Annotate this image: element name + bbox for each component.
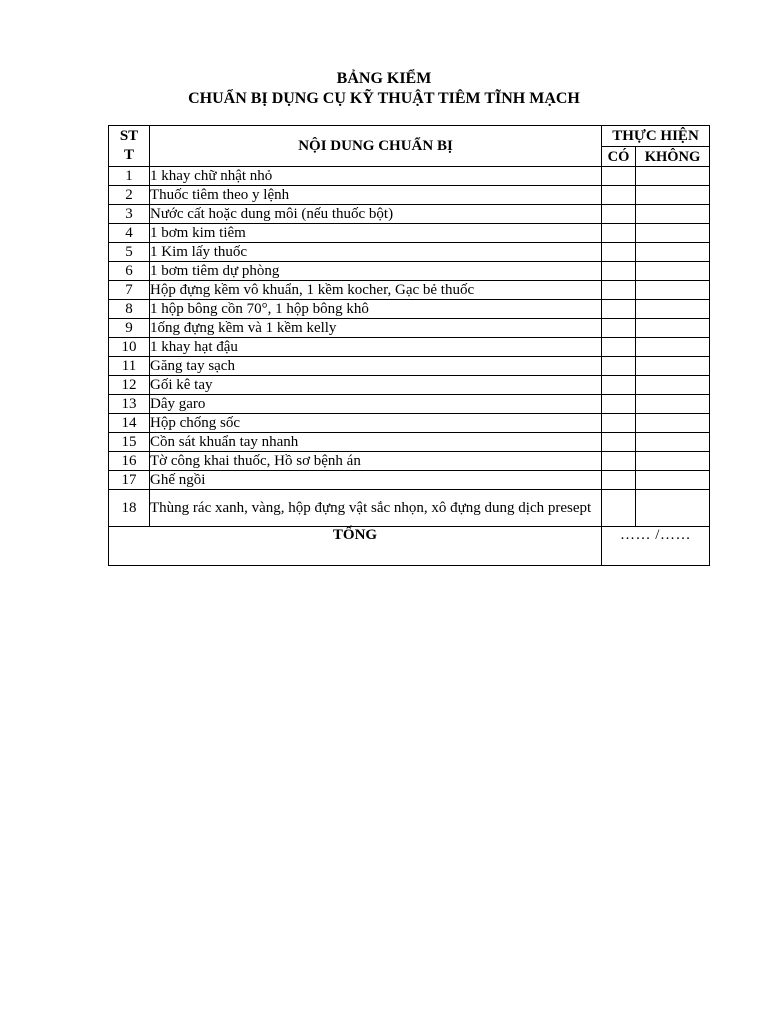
row-content: Găng tay sạch xyxy=(150,357,602,376)
row-number: 4 xyxy=(109,224,150,243)
table-row xyxy=(109,167,710,186)
header-perform: THỰC HIỆN xyxy=(602,126,710,147)
yes-checkbox-cell[interactable] xyxy=(602,433,636,452)
header-yes: CÓ xyxy=(602,147,636,167)
row-content: 1ống đựng kềm và 1 kềm kelly xyxy=(150,319,602,338)
yes-checkbox-cell[interactable] xyxy=(602,319,636,338)
row-number: 14 xyxy=(109,414,150,433)
no-checkbox-cell[interactable] xyxy=(636,167,710,186)
table-row xyxy=(109,376,710,395)
no-checkbox-cell[interactable] xyxy=(636,414,710,433)
row-number: 13 xyxy=(109,395,150,414)
row-content: 1 hộp bông cồn 70°, 1 hộp bông khô xyxy=(150,300,602,319)
header-content: NỘI DUNG CHUẨN BỊ xyxy=(150,126,602,167)
yes-checkbox-cell[interactable] xyxy=(602,262,636,281)
yes-checkbox-cell[interactable] xyxy=(602,205,636,224)
no-checkbox-cell[interactable] xyxy=(636,338,710,357)
yes-checkbox-cell[interactable] xyxy=(602,471,636,490)
no-checkbox-cell[interactable] xyxy=(636,357,710,376)
yes-checkbox-cell[interactable] xyxy=(602,167,636,186)
table-row xyxy=(109,452,710,471)
row-content: Gối kê tay xyxy=(150,376,602,395)
row-content: Tờ công khai thuốc, Hồ sơ bệnh án xyxy=(150,452,602,471)
row-content: Thuốc tiêm theo y lệnh xyxy=(150,186,602,205)
row-number: 15 xyxy=(109,433,150,452)
no-checkbox-cell[interactable] xyxy=(636,205,710,224)
row-content: Cồn sát khuẩn tay nhanh xyxy=(150,433,602,452)
table-row xyxy=(109,433,710,452)
yes-checkbox-cell[interactable] xyxy=(602,452,636,471)
no-checkbox-cell[interactable] xyxy=(636,452,710,471)
row-number: 1 xyxy=(109,167,150,186)
total-row xyxy=(109,527,710,566)
header-stt-line2: T xyxy=(123,147,134,163)
row-content: Nước cất hoặc dung môi (nếu thuốc bột) xyxy=(150,205,602,224)
no-checkbox-cell[interactable] xyxy=(636,300,710,319)
row-number: 8 xyxy=(109,300,150,319)
no-checkbox-cell[interactable] xyxy=(636,243,710,262)
table-row xyxy=(109,395,710,414)
row-number: 10 xyxy=(109,338,150,357)
yes-checkbox-cell[interactable] xyxy=(602,490,636,527)
no-checkbox-cell[interactable] xyxy=(636,471,710,490)
yes-checkbox-cell[interactable] xyxy=(602,395,636,414)
row-number: 7 xyxy=(109,281,150,300)
yes-checkbox-cell[interactable] xyxy=(602,414,636,433)
table-row xyxy=(109,224,710,243)
no-checkbox-cell[interactable] xyxy=(636,433,710,452)
checklist-table xyxy=(108,125,710,566)
table-row xyxy=(109,471,710,490)
yes-checkbox-cell[interactable] xyxy=(602,376,636,395)
no-checkbox-cell[interactable] xyxy=(636,490,710,527)
table-row xyxy=(109,490,710,527)
no-checkbox-cell[interactable] xyxy=(636,281,710,300)
row-content: Dây garo xyxy=(150,395,602,414)
row-number: 11 xyxy=(109,357,150,376)
row-number: 18 xyxy=(109,490,150,527)
yes-checkbox-cell[interactable] xyxy=(602,281,636,300)
yes-checkbox-cell[interactable] xyxy=(602,186,636,205)
table-row xyxy=(109,338,710,357)
row-number: 16 xyxy=(109,452,150,471)
yes-checkbox-cell[interactable] xyxy=(602,338,636,357)
no-checkbox-cell[interactable] xyxy=(636,319,710,338)
row-content: 1 bơm tiêm dự phòng xyxy=(150,262,602,281)
header-stt-line1: ST xyxy=(119,128,139,144)
row-number: 6 xyxy=(109,262,150,281)
header-stt xyxy=(109,126,150,167)
table-row xyxy=(109,357,710,376)
row-number: 5 xyxy=(109,243,150,262)
document-title: BẢNG KIỂM xyxy=(336,70,432,87)
yes-checkbox-cell[interactable] xyxy=(602,300,636,319)
row-number: 12 xyxy=(109,376,150,395)
document-subtitle: CHUẨN BỊ DỤNG CỤ KỸ THUẬT TIÊM TĨNH MẠCH xyxy=(188,90,580,107)
row-content: 1 khay chữ nhật nhỏ xyxy=(150,167,602,186)
table-row xyxy=(109,186,710,205)
total-label: TỔNG xyxy=(109,527,602,566)
total-value[interactable]: …… /…… xyxy=(602,527,710,566)
table-row xyxy=(109,205,710,224)
row-number: 17 xyxy=(109,471,150,490)
row-content: 1 khay hạt đậu xyxy=(150,338,602,357)
no-checkbox-cell[interactable] xyxy=(636,395,710,414)
table-row xyxy=(109,281,710,300)
yes-checkbox-cell[interactable] xyxy=(602,224,636,243)
row-content: Thùng rác xanh, vàng, hộp đựng vật sắc nhọn, xô đựng dung dịch presept xyxy=(150,490,602,527)
row-content: 1 Kim lấy thuốc xyxy=(150,243,602,262)
yes-checkbox-cell[interactable] xyxy=(602,357,636,376)
row-number: 2 xyxy=(109,186,150,205)
row-number: 9 xyxy=(109,319,150,338)
row-content: 1 bơm kim tiêm xyxy=(150,224,602,243)
table-row xyxy=(109,243,710,262)
no-checkbox-cell[interactable] xyxy=(636,376,710,395)
table-row xyxy=(109,262,710,281)
table-row xyxy=(109,414,710,433)
row-content: Ghế ngồi xyxy=(150,471,602,490)
no-checkbox-cell[interactable] xyxy=(636,186,710,205)
yes-checkbox-cell[interactable] xyxy=(602,243,636,262)
table-row xyxy=(109,319,710,338)
table-row xyxy=(109,300,710,319)
row-content: Hộp đựng kềm vô khuẩn, 1 kềm kocher, Gạc bẻ thuốc xyxy=(150,281,602,300)
no-checkbox-cell[interactable] xyxy=(636,262,710,281)
no-checkbox-cell[interactable] xyxy=(636,224,710,243)
row-content: Hộp chống sốc xyxy=(150,414,602,433)
row-number: 3 xyxy=(109,205,150,224)
header-no: KHÔNG xyxy=(636,147,710,167)
